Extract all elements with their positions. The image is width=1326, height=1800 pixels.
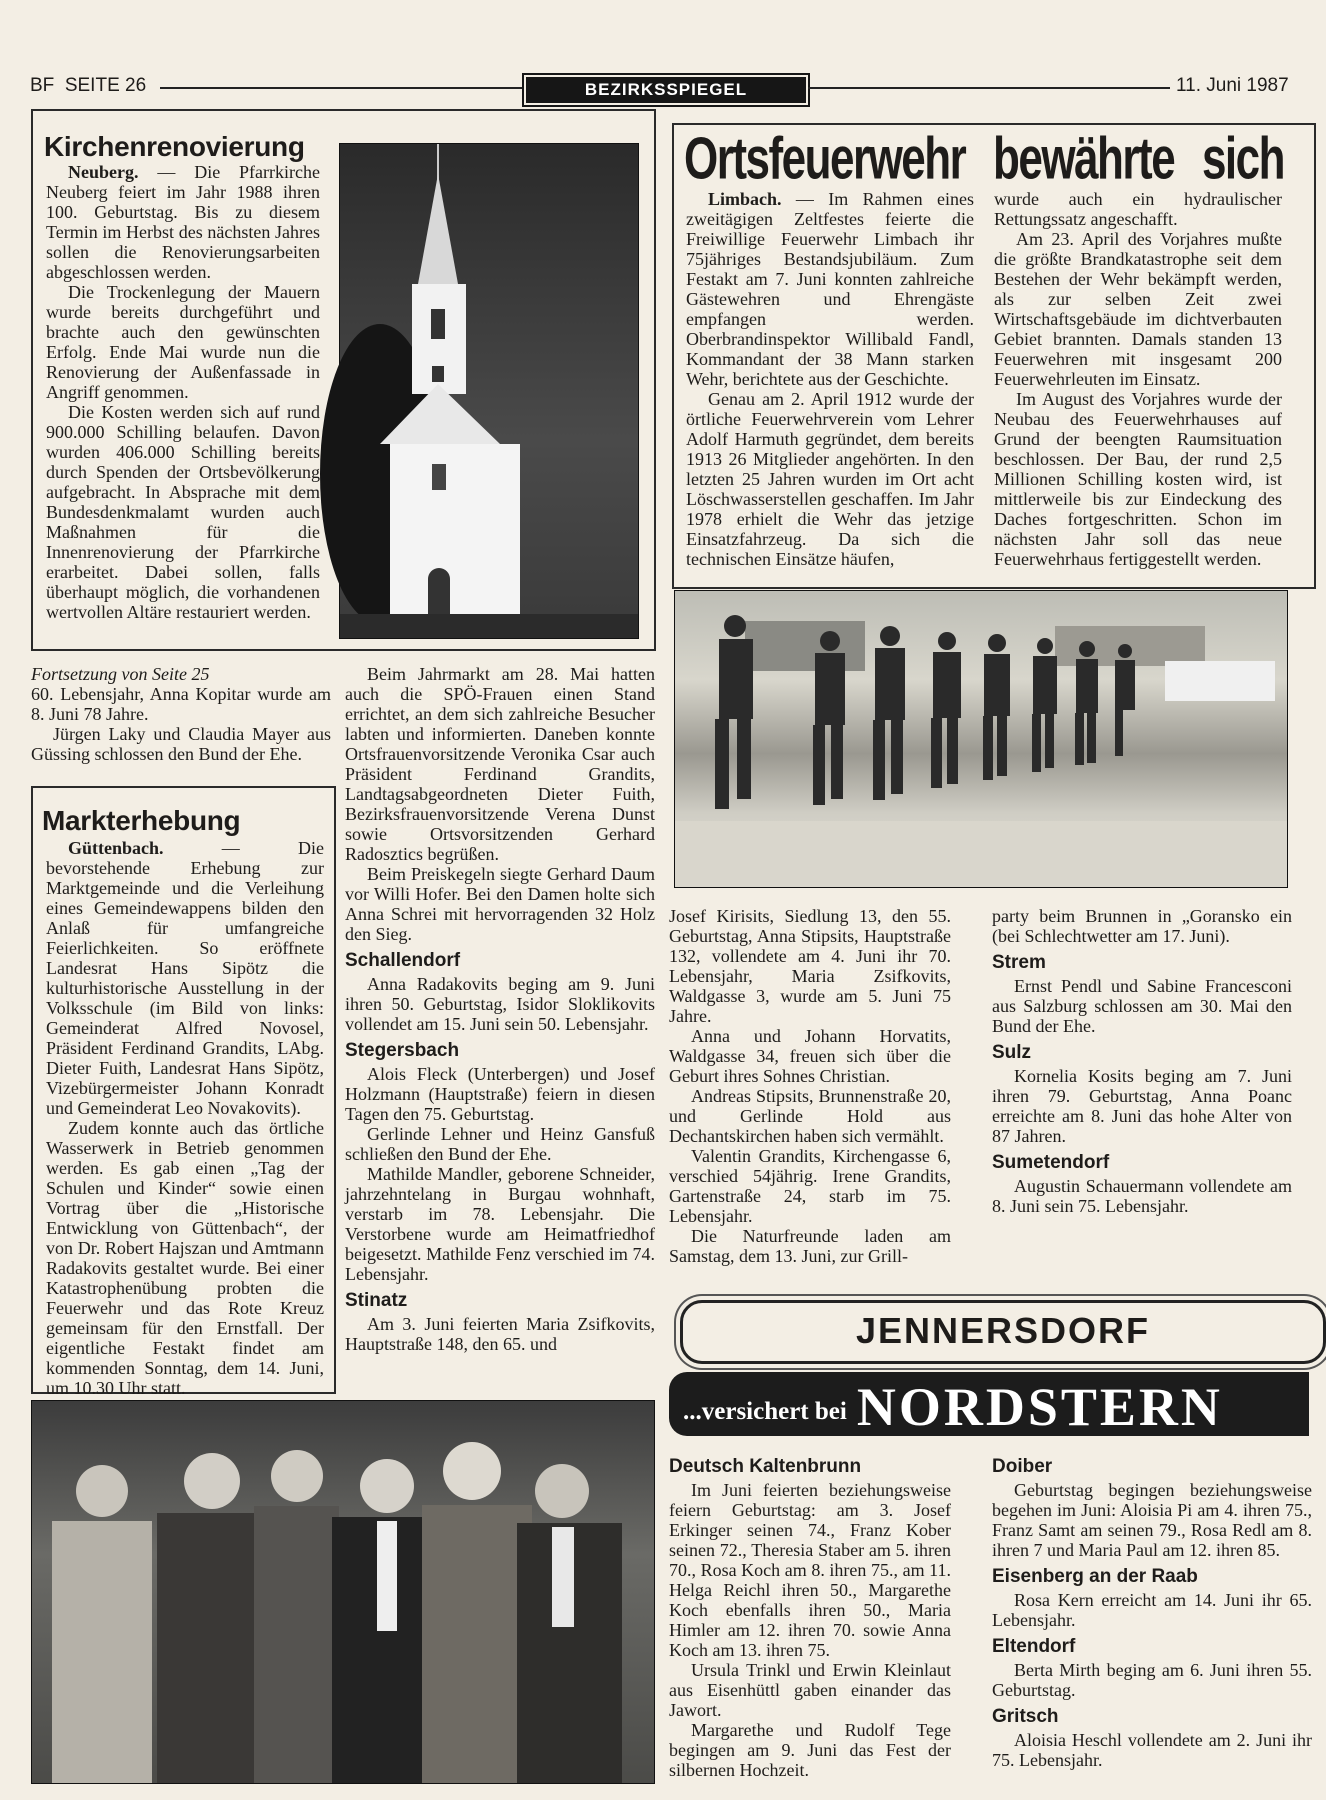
paragraph-text: Ernst Pendl und Sabine Francesconi aus Salzburg schlossen am 30. Mai den Bund der Ehe. [992,976,1292,1036]
paragraph-text: 60. Lebensjahr, Anna Kopitar wurde am 8. Juni 78 Jahre. [31,684,331,724]
paragraph-text: Kornelia Kosits beging am 7. Juni ihren 79. Geburtstag, Anna Poanc erreichte am 8. Juni das hohe Alter von 87 Jahren. [992,1066,1292,1146]
paragraph [992,1480,1312,1560]
paragraph-text: Die Kosten werden sich auf rund 900.000 Schilling belaufen. Davon wurden 406.000 Schilling bereits durch Spenden der Ortsbevölkerung aufgebracht. In Absprache mit dem Bundesdenkmalamt wurden auch Maßnahmen für die Innenrenovierung der Pfarrkirche erarbeitet. Dabei sollen, falls überhaupt möglich, die vorhandenen wertvollen Altäre restauriert werden. [46,402,320,622]
paragraph-text: Ursula Trinkl und Erwin Kleinlaut aus Eisenhüttl gaben einander das Jawort. [669,1660,951,1720]
paragraph [994,229,1282,389]
church-photo [339,143,639,639]
ad-brand: NORDSTERN [856,1377,1223,1437]
paragraph-text: Geburtstag begingen beziehungsweise begehen im Juni: Aloisia Pi am 4. ihren 75., Franz Samt am seinen 79., Rosa Redl am 8. ihren 7 und Maria Paul am 12. ihren 85. [992,1480,1312,1560]
page-number: BF SEITE 26 [30,75,147,96]
paragraph [345,974,655,1034]
paragraph [992,1176,1292,1216]
paragraph-text: Im August des Vorjahres wurde der Neubau des Feuerwehrhauses auf Grund der beengten Raumsituation beschlossen. Der Bau, der rund 2,5 Millionen Schilling kosten wird, ist mittlerweile bis zur Eindeckung des Daches fortgeschritten. Schon im nächsten Jahr soll das neue Feuerwehrhaus fertiggestellt werden. [994,389,1282,569]
section-heading: Eisenberg an der Raab [992,1566,1198,1587]
issue-date: 11. Juni 1987 [1176,75,1289,96]
ad-tagline: ...versichert bei [683,1398,847,1425]
paragraph [46,402,320,622]
paragraph [669,1226,951,1266]
dateline: Güttenbach. [68,838,164,858]
paragraph-text: — Im Rahmen eines zweitägigen Zeltfestes feierte die Freiwillige Feuerwehr Limbach ihr 75jähriges Bestandsjubiläum. Zum Festakt am 7. Juni konnten zahlreiche Gästewehren und Ehrengäste empfangen werden. Oberbrandinspektor Willibald Fandl, Kommandant der 38 Mann starken Wehr, berichtete aus der Geschichte. [686,189,974,389]
paragraph-text: — Die Pfarrkirche Neuberg feiert im Jahr 1988 ihren 100. Geburtstag. Bis zu diesem Termin im Herbst des nächsten Jahres sollen die Renovierungsarbeiten abgeschlossen werden. [46,162,320,282]
paragraph-text: Jürgen Laky und Claudia Mayer aus Güssing schlossen den Bund der Ehe. [31,724,331,764]
paragraph [669,1146,951,1226]
nordstern-advertisement[interactable] [669,1372,1309,1436]
continued-text [31,684,331,764]
article-column [686,189,974,575]
paragraph-text: Die Trockenlegung der Mauern wurde bereits durchgeführt und brachte auch den gewünschten Erfolg. Ende Mai wurde nun die Renovierung der Außenfassade in Angriff genommen. [46,282,320,402]
article-title: Markterhebung [42,805,241,836]
section-heading: Doiber [992,1456,1053,1477]
paragraph [46,838,324,1118]
paragraph [46,162,320,282]
marching-firefighters-illustration [675,591,1287,887]
paragraph [669,1086,951,1146]
dateline: Neuberg. [68,162,139,182]
article-headline [684,125,1284,193]
section-heading: Schallendorf [345,950,461,971]
paragraph-text: Genau am 2. April 1912 wurde der örtliche Feuerwehrverein vom Lehrer Adolf Harmuth gegründet, dem bereits 1913 26 Mitglieder angehörten. In den letzten 25 Jahren wurden im Ort acht Löschwasserstellen geschaffen. Im Jahr 1978 erhielt die Wehr das jetzige Einsatzfahrzeug. Da sich die technischen Einsätze häufen, [686,389,974,569]
paragraph-text: wurde auch ein hydraulischer Rettungssatz angeschafft. [994,189,1282,229]
news-column [345,664,655,1392]
firefighters-photo [674,590,1288,888]
section-heading: Strem [992,952,1046,973]
paragraph [345,864,655,944]
section-heading: Sumetendorf [992,1152,1110,1173]
paragraph-text: Rosa Kern erreicht am 14. Juni ihr 65. Lebensjahr. [992,1590,1312,1630]
section-heading: Gritsch [992,1706,1059,1727]
header-rule [160,87,522,89]
church-illustration [340,144,638,638]
headline-word: Ortsfeuerwehr [684,125,966,193]
continued-from-label: Fortsetzung von Seite 25 [31,664,210,684]
paragraph [992,906,1292,946]
paragraph-text: Alois Fleck (Unterbergen) und Josef Holzmann (Hauptstraße) feiern in diesen Tagen den 75. Geburtstag. [345,1064,655,1124]
section-heading-jennersdorf [680,1300,1326,1364]
paragraph [46,1118,324,1398]
paragraph-text: Zudem konnte auch das örtliche Wasserwerk in Betrieb genommen werden. Es gab einen „Tag der Schulen und Kinder“ sowie einen Vortrag über die „Historische Entwicklung von Güttenbach“, der von Dr. Robert Hajszan und Amtmann Radakovits gestaltet wurde. Bei einer Katastrophenübung probten die Feuerwehr und das Rote Kreuz gemeinsam für den Ernstfall. Der eigentliche Festakt findet am kommenden Sonntag, dem 14. Juni, um 10.30 Uhr statt. [46,1118,324,1398]
article-column [994,189,1282,575]
paragraph-text: Anna und Johann Horvatits, Waldgasse 34, freuen sich über die Geburt ihres Sohnes Christian. [669,1026,951,1086]
continued-notice [31,664,331,776]
paragraph-text: party beim Brunnen in „Goransko ein (bei Schlechtwetter am 17. Juni). [992,906,1292,946]
section-heading: Deutsch Kaltenbrunn [669,1456,862,1477]
header-rule [808,87,1170,89]
paragraph-text: Die Naturfreunde laden am Samstag, dem 13. Juni, zur Grill- [669,1226,951,1266]
paragraph-text: Beim Preiskegeln siegte Gerhard Daum vor Willi Hofer. Bei den Damen holte sich Anna Schrei mit hervorragenden 32 Holz den Sieg. [345,864,655,944]
headline-word: bewährte [993,125,1175,193]
paragraph-text: — Die bevorstehende Erhebung zur Marktgemeinde und die Verleihung eines Gemeindewappens bilden den Anlaß für umfangreiche Feierlichkeiten. So eröffnete Landesrat Hans Sipötz die kulturhistorische Ausstellung in der Volksschule (im Bild von links: Gemeinderat Alfred Novosel, Präsident Ferdinand Grandits, LAbg. Dieter Fuith, Landesrat Hans Sipötz, Vizebürgermeister Johann Konradt und Gemeinderat Leo Novakovits). [46,838,324,1118]
article-body [46,162,320,642]
paragraph-text: Andreas Stipsits, Brunnenstraße 20, und Gerlinde Hold aus Dechantskirchen haben sich vermählt. [669,1086,951,1146]
paragraph-text: Margarethe und Rudolf Tege begingen am 9. Juni das Fest der silbernen Hochzeit. [669,1720,951,1780]
dateline: Limbach. [708,189,782,209]
headline-word: sich [1201,125,1284,193]
paragraph [345,1124,655,1164]
section-heading: Stinatz [345,1290,408,1311]
paragraph [669,1720,951,1780]
paragraph [669,1660,951,1720]
news-column [992,1450,1312,1770]
paragraph-text: Berta Mirth beging am 6. Juni ihren 55. Geburtstag. [992,1660,1312,1700]
paragraph-text: Aloisia Heschl vollendete am 2. Juni ihr 75. Lebensjahr. [992,1730,1312,1770]
paragraph [345,664,655,864]
news-column [669,1450,951,1780]
paragraph [994,189,1282,229]
paragraph-text: Gerlinde Lehner und Heinz Gansfuß schließen den Bund der Ehe. [345,1124,655,1164]
paragraph [669,1480,951,1660]
section-badge: BEZIRKSSPIEGEL [522,73,810,107]
paragraph [345,1064,655,1124]
paragraph-text: Im Juni feierten beziehungsweise feiern Geburtstag: am 3. Josef Erkinger seinen 74., Franz Kober seinen 72., Theresia Staber am 5. ihren 70., Rosa Koch am 8. ihren 75., am 11. Helga Reichl ihren 50., Margarethe Koch ebenfalls ihren 50., Maria Himler am 12. ihren 70. sowie Anna Koch am 13. ihren 75. [669,1480,951,1660]
paragraph [992,1590,1312,1630]
paragraph [669,906,951,1026]
paragraph-text: Am 23. April des Vorjahres mußte die größte Brandkatastrophe seit dem Bestehen der Wehr bekämpft werden, als zur selben Zeit zwei Wirtschaftsgebäude im dichtverbauten Gebiet brannten. Damals standen 13 Feuerwehren mit insgesamt 200 Feuerwehrleuten im Einsatz. [994,229,1282,389]
paragraph-text: Valentin Grandits, Kirchengasse 6, verschied 54jährig. Irene Grandits, Gartenstraße 24, starb im 75. Lebensjahr. [669,1146,951,1226]
paragraph [992,1066,1292,1146]
paragraph [669,1026,951,1086]
paragraph [46,282,320,402]
article-body [46,838,324,1398]
news-column [992,906,1292,1266]
paragraph [994,389,1282,569]
paragraph [31,684,331,724]
paragraph-text: Am 3. Juni feierten Maria Zsifkovits, Hauptstraße 148, den 65. und [345,1314,655,1354]
section-heading-text: JENNERSDORF [855,1310,1151,1351]
group-photo [31,1400,655,1784]
group-of-men-illustration [32,1401,654,1783]
paragraph [992,976,1292,1036]
article-title: Kirchenrenovierung [44,131,305,162]
section-heading: Eltendorf [992,1636,1076,1657]
paragraph [345,1164,655,1284]
paragraph-text: Augustin Schauermann vollendete am 8. Juni sein 75. Lebensjahr. [992,1176,1292,1216]
paragraph [992,1660,1312,1700]
paragraph-text: Beim Jahrmarkt am 28. Mai hatten auch die SPÖ-Frauen einen Stand errichtet, an dem sich zahlreiche Besucher labten und informierten. Daneben konnte Ortsfrauenvorsitzende Veronika Csar auch Präsident Ferdinand Grandits, Landtagsabgeordneten Dieter Fuith, Bezirksfrauenvorsitzende Verena Dunst sowie Ortsvorsitzenden Gerhard Radosztics begrüßen. [345,664,655,864]
paragraph [686,189,974,389]
section-heading: Stegersbach [345,1040,460,1061]
news-column [669,906,951,1266]
paragraph [31,724,331,764]
paragraph-text: Anna Radakovits beging am 9. Juni ihren 50. Geburtstag, Isidor Sloklikovits vollendet am 15. Juni sein 50. Lebensjahr. [345,974,655,1034]
section-heading: Sulz [992,1042,1032,1063]
paragraph [686,389,974,569]
paragraph-text: Josef Kirisits, Siedlung 13, den 55. Geburtstag, Anna Stipsits, Hauptstraße 132, vollendete am 4. Juni ihr 70. Lebensjahr, Maria Zsifkovits, Waldgasse 3, wurde am 5. Juni 75 Jahre. [669,906,951,1026]
paragraph [345,1314,655,1354]
paragraph [992,1730,1312,1770]
paragraph-text: Mathilde Mandler, geborene Schneider, jahrzehntelang in Burgau wohnhaft, verstarb im 78. Lebensjahr. Die Verstorbene wurde am Heimatfriedhof beigesetzt. Mathilde Fenz verschied im 74. Lebensjahr. [345,1164,655,1284]
